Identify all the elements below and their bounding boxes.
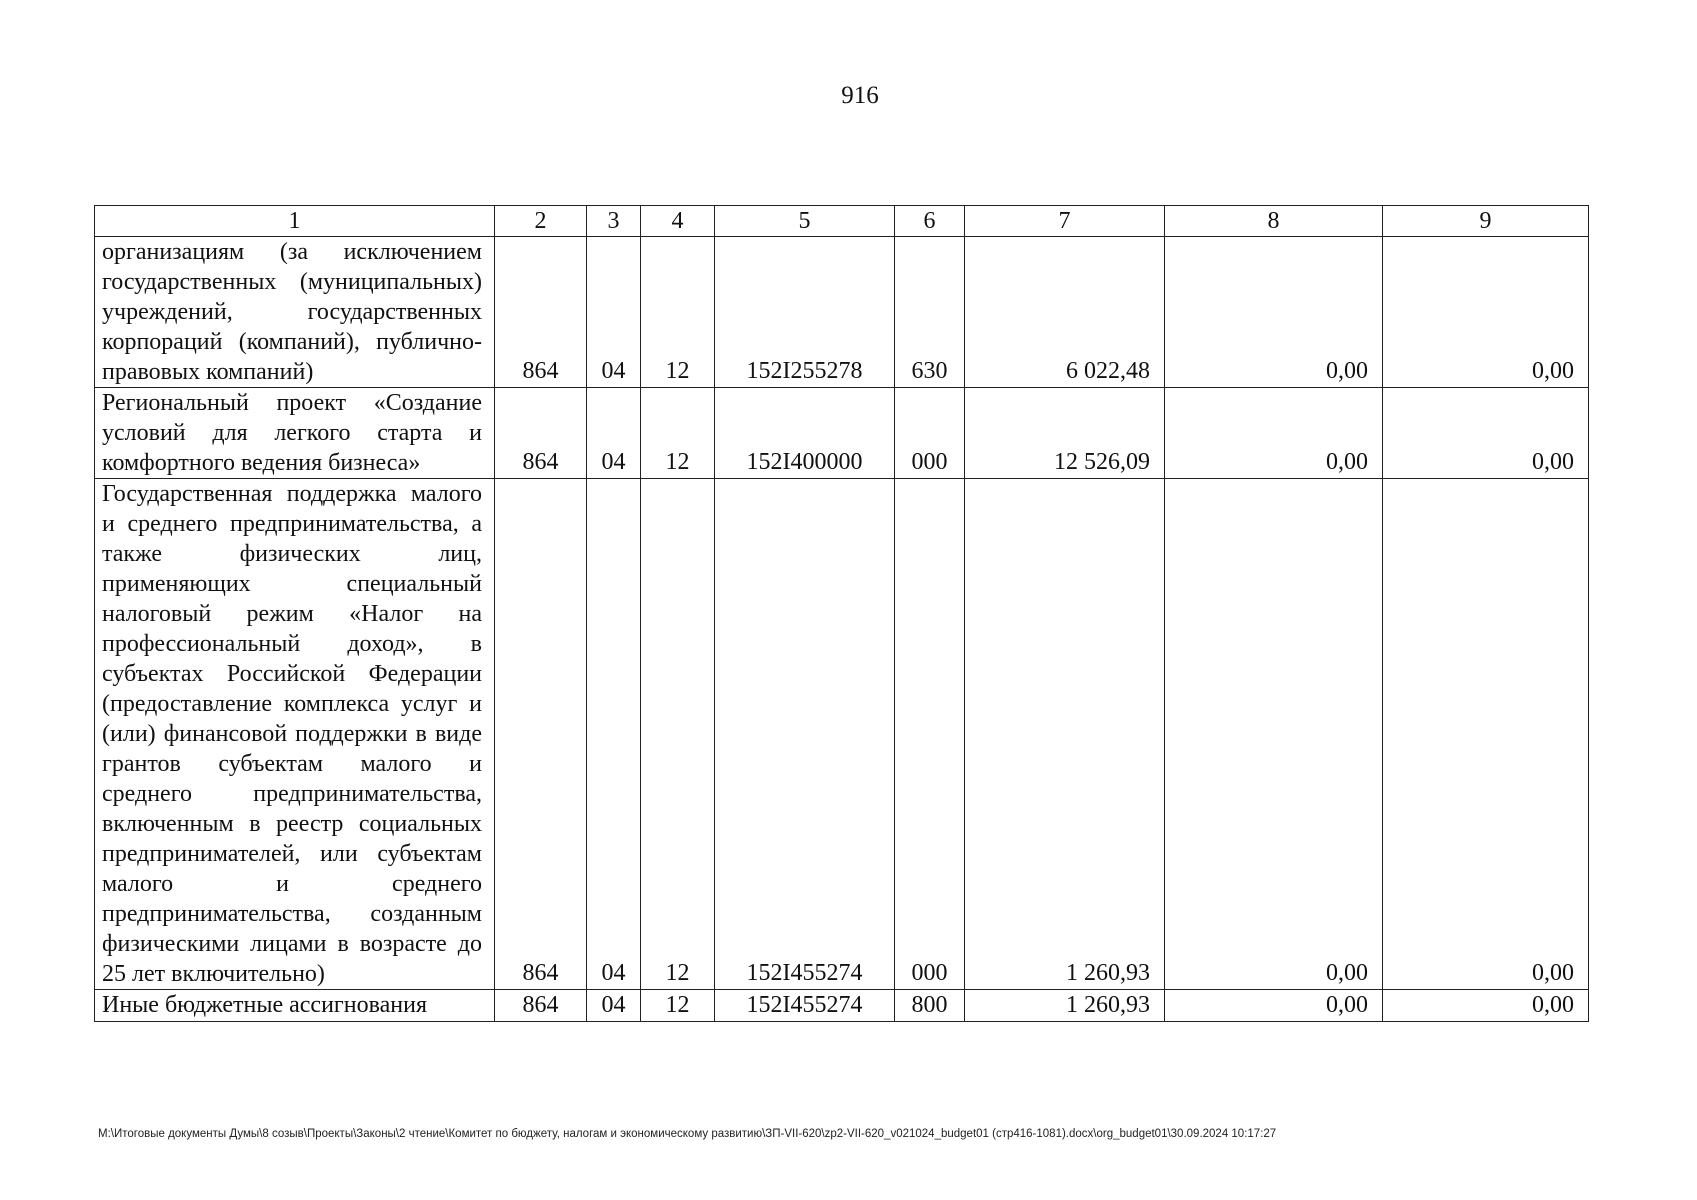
cell-amount-9: 0,00 [1383,479,1589,990]
row-description: Региональный проект «Создание условий для легкого старта и комфортного ведения бизнеса» [95,388,495,479]
cell-subsection: 12 [641,990,715,1022]
cell-subsection: 12 [641,237,715,388]
cell-amount-7: 12 526,09 [965,388,1165,479]
page-number: 916 [841,82,879,109]
cell-target-article: 152I455274 [715,479,895,990]
cell-amount-8: 0,00 [1165,237,1383,388]
cell-expense-type: 800 [895,990,965,1022]
cell-expense-type: 000 [895,479,965,990]
table-row [95,990,1589,1022]
cell-target-article: 152I255278 [715,237,895,388]
cell-amount-8: 0,00 [1165,990,1383,1022]
header-col-8: 8 [1165,206,1383,237]
cell-subsection: 12 [641,479,715,990]
cell-admin-code: 864 [495,990,587,1022]
cell-section: 04 [587,388,641,479]
table-row [95,237,1589,388]
cell-amount-9: 0,00 [1383,388,1589,479]
header-col-4: 4 [641,206,715,237]
cell-admin-code: 864 [495,388,587,479]
cell-target-article: 152I455274 [715,990,895,1022]
header-col-1: 1 [95,206,495,237]
cell-amount-7: 6 022,48 [965,237,1165,388]
header-row [95,206,1589,237]
footer-file-path: M:\Итоговые документы Думы\8 созыв\Проекты\Законы\2 чтение\Комитет по бюджету, налогам и экономическому развитию\ЗП-VII-620\zp2-VII-620_v021024_budget01 (стр416-1081).docx\org_budget01\30.09.2024 10:17:27 [98,1128,1277,1140]
row-description: Государственная поддержка малого и среднего предпринимательства, а также физических лиц, применяющих специальный налоговый режим «Налог на профессиональный доход», в субъектах Российской Федерации (предоставление комплекса услуг и (или) финансовой поддержки в виде грантов субъектам малого и среднего предпринимательства, включенным в реестр социальных предпринимателей, или субъектам малого и среднего предпринимательства, созданным физическими лицами в возрасте до 25 лет включительно) [95,479,495,990]
cell-amount-8: 0,00 [1165,388,1383,479]
header-col-5: 5 [715,206,895,237]
table-row [95,388,1589,479]
cell-amount-8: 0,00 [1165,479,1383,990]
cell-expense-type: 000 [895,388,965,479]
table-row [95,479,1589,990]
cell-amount-9: 0,00 [1383,990,1589,1022]
cell-admin-code: 864 [495,237,587,388]
cell-admin-code: 864 [495,479,587,990]
header-col-6: 6 [895,206,965,237]
cell-section: 04 [587,990,641,1022]
header-col-7: 7 [965,206,1165,237]
cell-section: 04 [587,237,641,388]
header-col-3: 3 [587,206,641,237]
cell-amount-7: 1 260,93 [965,479,1165,990]
cell-expense-type: 630 [895,237,965,388]
cell-section: 04 [587,479,641,990]
cell-amount-7: 1 260,93 [965,990,1165,1022]
cell-subsection: 12 [641,388,715,479]
cell-amount-9: 0,00 [1383,237,1589,388]
row-description: организациям (за исключением государственных (муниципальных) учреждений, государственных корпораций (компаний), публично-правовых компаний) [95,237,495,388]
row-description: Иные бюджетные ассигнования [95,990,495,1022]
cell-target-article: 152I400000 [715,388,895,479]
header-col-2: 2 [495,206,587,237]
budget-table [94,205,1589,1022]
header-col-9: 9 [1383,206,1589,237]
